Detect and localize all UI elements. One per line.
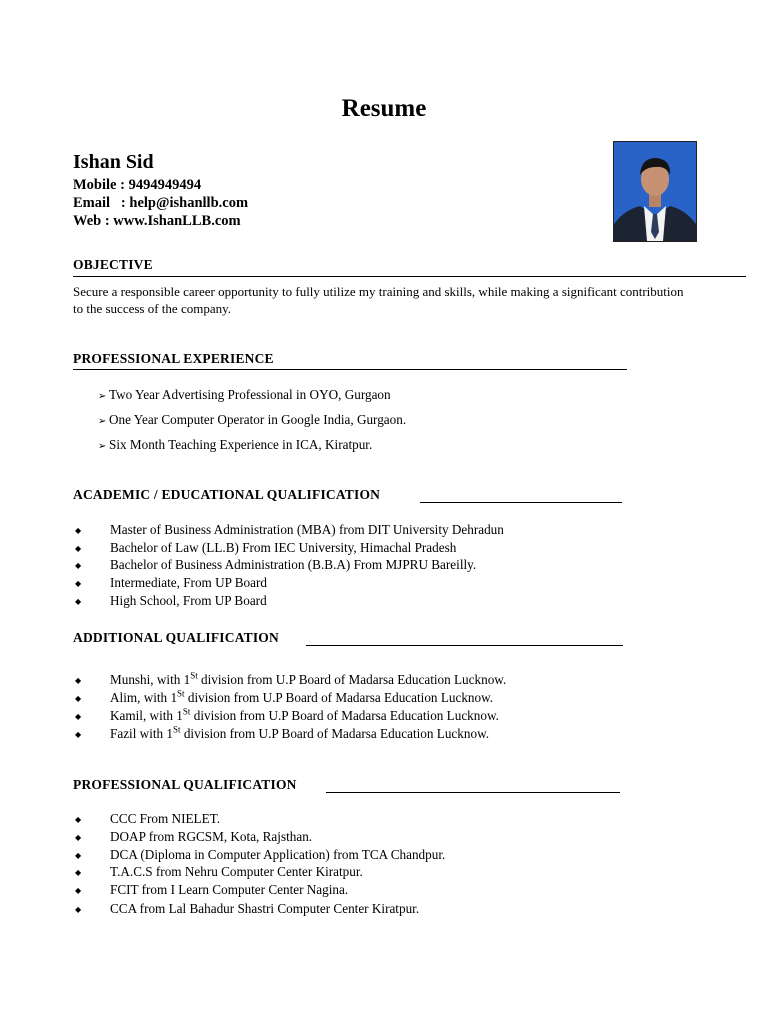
experience-item: ➢ One Year Computer Operator in Google India, Gurgaon. bbox=[98, 412, 407, 427]
diamond-bullet-icon: ◆ bbox=[75, 730, 82, 739]
diamond-bullet-icon: ◆ bbox=[75, 905, 82, 914]
arrow-bullet-icon: ➢ bbox=[98, 416, 107, 427]
additional-heading: ADDITIONAL QUALIFICATION bbox=[73, 630, 279, 645]
diamond-bullet-icon: ◆ bbox=[75, 526, 82, 535]
arrow-bullet-icon: ➢ bbox=[98, 441, 107, 452]
experience-item: ➢ Six Month Teaching Experience in ICA, Kiratpur. bbox=[98, 437, 373, 452]
contact-web: Web : www.IshanLLB.com bbox=[73, 213, 241, 229]
experience-heading: PROFESSIONAL EXPERIENCE bbox=[73, 351, 274, 366]
objective-heading: OBJECTIVE bbox=[73, 257, 153, 272]
profile-photo-image bbox=[614, 142, 696, 241]
academic-heading: ACADEMIC / EDUCATIONAL QUALIFICATION bbox=[73, 487, 381, 502]
objective-text: Secure a responsible career opportunity to fully utilize my training and skills, while making a significant contribution to the success of the company. bbox=[73, 284, 684, 316]
academic-underline bbox=[420, 502, 622, 503]
arrow-bullet-icon: ➢ bbox=[98, 391, 107, 402]
experience-item: ➢ Two Year Advertising Professional in OYO, Gurgaon bbox=[98, 387, 391, 402]
professional-underline bbox=[326, 792, 620, 793]
diamond-bullet-icon: ◆ bbox=[75, 712, 82, 721]
objective-underline bbox=[73, 276, 746, 277]
diamond-bullet-icon: ◆ bbox=[75, 851, 82, 860]
diamond-bullet-icon: ◆ bbox=[75, 694, 82, 703]
additional-underline bbox=[306, 645, 623, 646]
resume-title: Resume bbox=[341, 95, 427, 122]
diamond-bullet-icon: ◆ bbox=[75, 544, 82, 553]
profile-photo bbox=[613, 141, 697, 242]
diamond-bullet-icon: ◆ bbox=[75, 833, 82, 842]
contact-email: Email : help@ishanllb.com bbox=[73, 195, 249, 211]
diamond-bullet-icon: ◆ bbox=[75, 886, 82, 895]
diamond-bullet-icon: ◆ bbox=[75, 868, 82, 877]
candidate-name: Ishan Sid bbox=[73, 151, 154, 173]
diamond-bullet-icon: ◆ bbox=[75, 597, 82, 606]
professional-heading: PROFESSIONAL QUALIFICATION bbox=[73, 777, 297, 792]
diamond-bullet-icon: ◆ bbox=[75, 561, 82, 570]
experience-underline bbox=[73, 369, 627, 370]
diamond-bullet-icon: ◆ bbox=[75, 815, 82, 824]
contact-mobile: Mobile : 9494949494 bbox=[73, 177, 202, 193]
diamond-bullet-icon: ◆ bbox=[75, 676, 82, 685]
diamond-bullet-icon: ◆ bbox=[75, 579, 82, 588]
